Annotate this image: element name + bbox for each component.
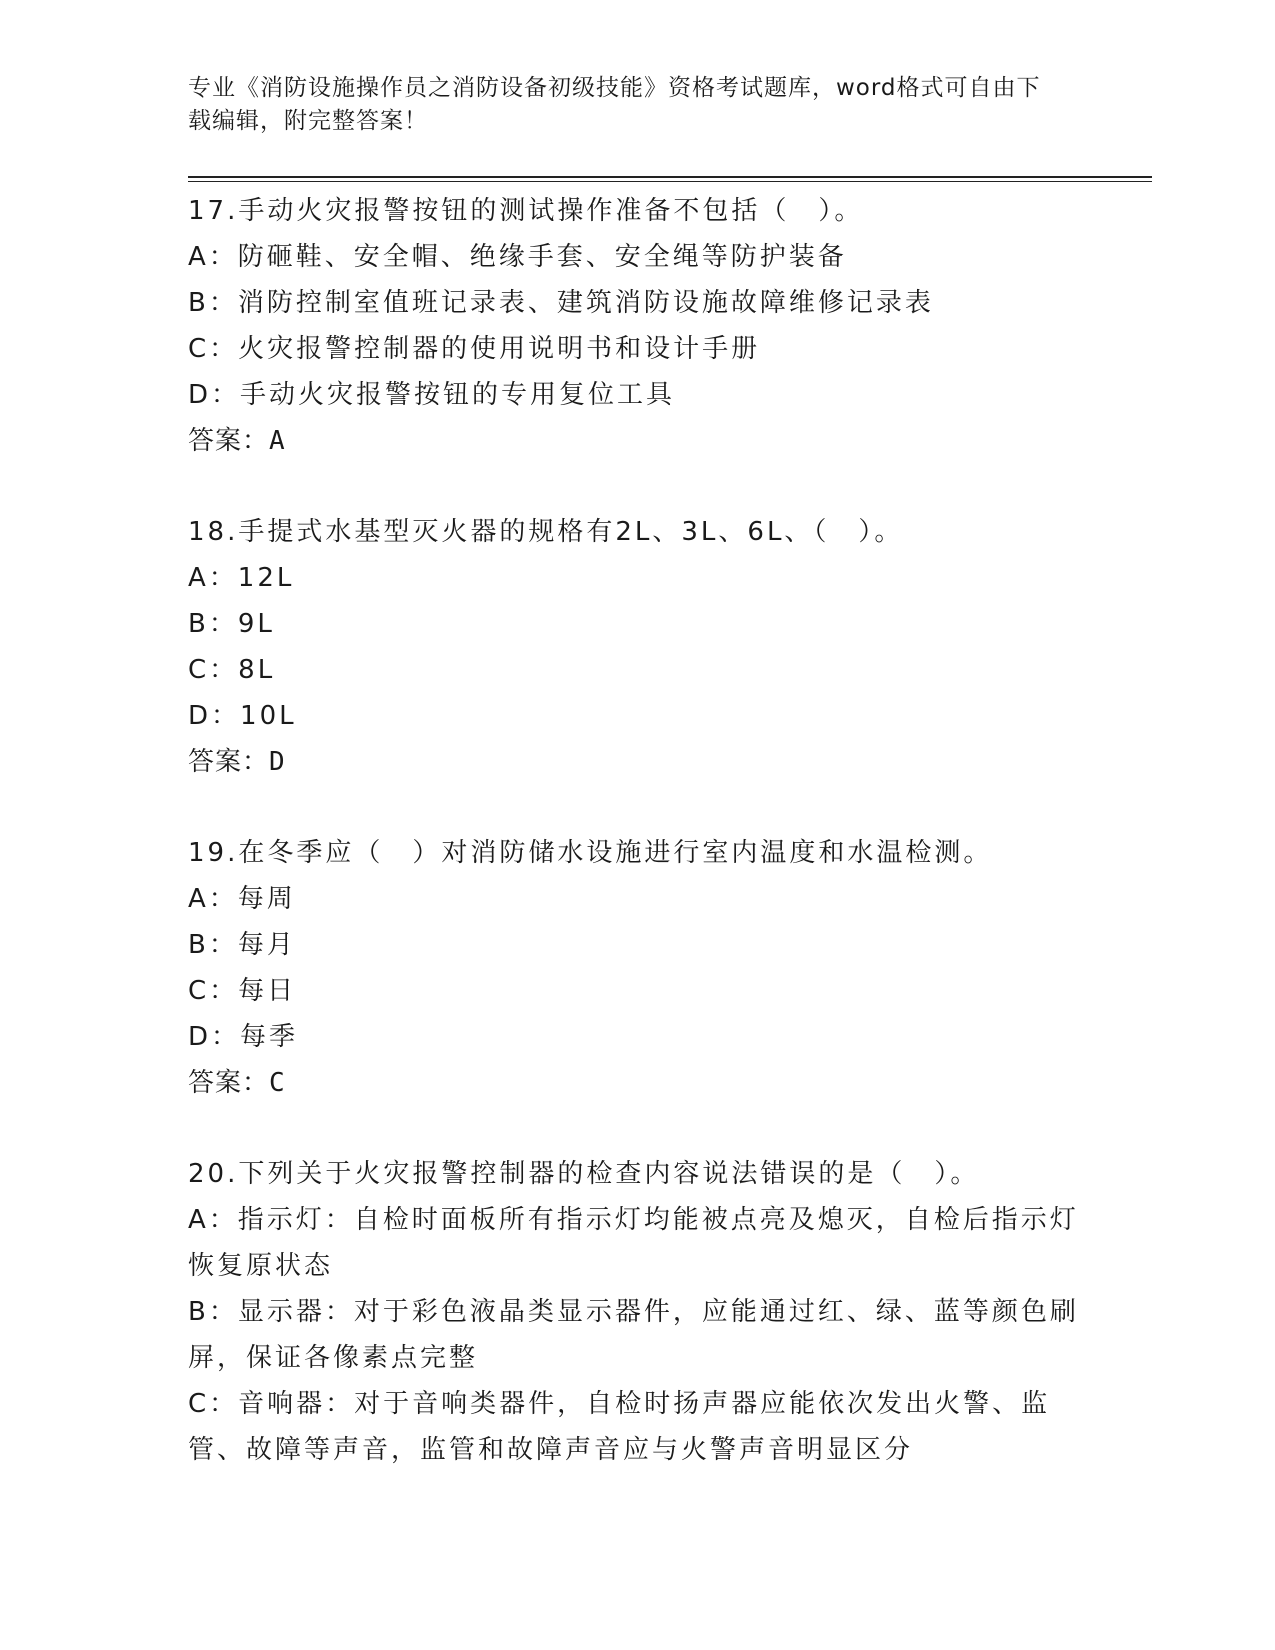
header-line-2: 载编辑，附完整答案！: [188, 108, 428, 134]
answer-text: 答案：C: [188, 1068, 286, 1098]
question-stem: 18.手提式水基型灭火器的规格有2L、3L、6L、（ ）。: [188, 517, 904, 547]
option-b: B：每月: [188, 930, 296, 960]
option-a: A：防砸鞋、安全帽、绝缘手套、安全绳等防护装备: [188, 242, 847, 272]
option-b: B：9L: [188, 609, 275, 639]
header-divider-thick: [188, 176, 1152, 178]
option-d: D：10L: [188, 701, 297, 731]
question-19: [188, 830, 1088, 1106]
question-20: [188, 1151, 1088, 1473]
option-b: B：消防控制室值班记录表、建筑消防设施故障维修记录表: [188, 288, 934, 318]
answer-text: 答案：A: [188, 426, 286, 456]
question-stem: 17.手动火灾报警按钮的测试操作准备不包括（ ）。: [188, 196, 864, 226]
question-18: [188, 509, 1088, 785]
answer-text: 答案：D: [188, 747, 286, 777]
option-c: C：火灾报警控制器的使用说明书和设计手册: [188, 334, 761, 364]
header-line-1: 专业《消防设施操作员之消防设备初级技能》资格考试题库，word格式可自由下: [188, 75, 1041, 101]
header-divider-thin: [188, 181, 1152, 182]
option-d: D：手动火灾报警按钮的专用复位工具: [188, 380, 676, 410]
question-list: [188, 188, 1088, 1473]
option-c: C：8L: [188, 655, 276, 685]
option-a: A：指示灯：自检时面板所有指示灯均能被点亮及熄灭，自检后指示灯恢复原状态: [188, 1205, 1079, 1281]
option-a: A：12L: [188, 563, 295, 593]
question-stem: 19.在冬季应（ ）对消防储水设施进行室内温度和水温检测。: [188, 838, 993, 868]
option-b: B：显示器：对于彩色液晶类显示器件，应能通过红、绿、蓝等颜色刷屏，保证各像素点完整: [188, 1297, 1079, 1373]
option-c: C：每日: [188, 976, 297, 1006]
document-header: [188, 72, 1088, 138]
option-c: C：音响器：对于音响类器件，自检时扬声器应能依次发出火警、监管、故障等声音，监管和故障声音应与火警声音明显区分: [188, 1389, 1051, 1465]
option-a: A：每周: [188, 884, 296, 914]
question-stem: 20.下列关于火灾报警控制器的检查内容说法错误的是（ ）。: [188, 1159, 980, 1189]
question-17: [188, 188, 1088, 464]
option-d: D：每季: [188, 1022, 299, 1052]
